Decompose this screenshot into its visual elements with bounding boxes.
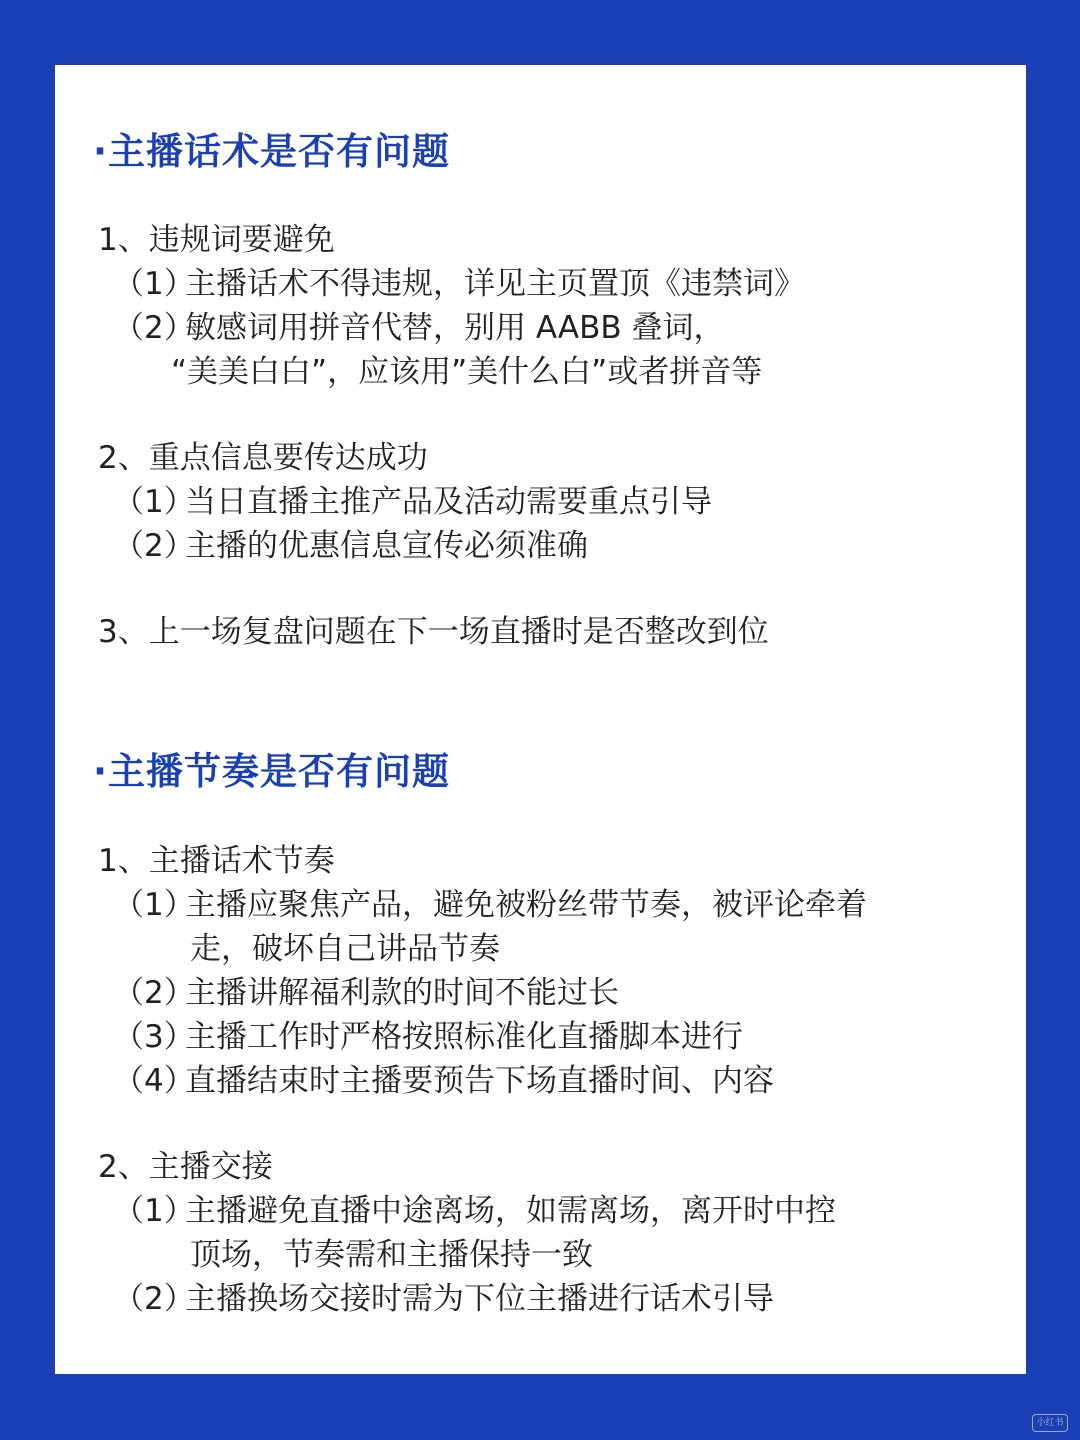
sub-item-continuation: “美美白白”，应该用”美什么白”或者拼音等 [171, 354, 763, 390]
sub-item-text: 主播应聚焦产品，避免被粉丝带节奏，被评论牵着 [185, 887, 867, 923]
sub-item-number: （4） [113, 1063, 195, 1099]
sub-item-number: （1） [113, 887, 195, 923]
item-heading: 2、主播交接 [98, 1149, 273, 1185]
sub-item [113, 266, 805, 302]
content-card [55, 65, 1026, 1374]
sub-item [113, 1193, 836, 1229]
section-title-speech: ·主播话术是否有问题 [93, 130, 451, 173]
sub-item-text: 主播话术不得违规，详见主页置顶《违禁词》 [185, 266, 805, 302]
sub-item [113, 1019, 743, 1055]
sub-item [113, 887, 867, 923]
item-heading: 2、重点信息要传达成功 [98, 440, 428, 476]
sub-item-number: （1） [113, 484, 195, 520]
sub-item [113, 975, 619, 1011]
section-title-rhythm: ·主播节奏是否有问题 [93, 750, 451, 793]
item-heading: 1、违规词要避免 [98, 222, 335, 258]
sub-item-continuation: 走，破坏自己讲品节奏 [190, 931, 500, 967]
sub-item-number: （2） [113, 528, 195, 564]
sub-item-number: （1） [113, 266, 195, 302]
item-heading: 1、主播话术节奏 [98, 843, 335, 879]
watermark-logo: 小红书 [1032, 1414, 1068, 1432]
sub-item-text: 主播讲解福利款的时间不能过长 [185, 975, 619, 1011]
sub-item [113, 310, 725, 346]
sub-item-continuation: 顶场，节奏需和主播保持一致 [190, 1237, 593, 1273]
sub-item [113, 528, 588, 564]
sub-item [113, 1281, 774, 1317]
sub-item-text: 主播换场交接时需为下位主播进行话术引导 [185, 1281, 774, 1317]
sub-item-number: （3） [113, 1019, 195, 1055]
sub-item-number: （2） [113, 310, 195, 346]
sub-item-text: 主播的优惠信息宣传必须准确 [185, 528, 588, 564]
sub-item-number: （2） [113, 1281, 195, 1317]
sub-item-text: 当日直播主推产品及活动需要重点引导 [185, 484, 712, 520]
sub-item-text: 敏感词用拼音代替，别用 AABB 叠词， [185, 310, 725, 346]
item-heading: 3、上一场复盘问题在下一场直播时是否整改到位 [98, 614, 769, 650]
sub-item-number: （2） [113, 975, 195, 1011]
sub-item [113, 484, 712, 520]
sub-item-number: （1） [113, 1193, 195, 1229]
sub-item-text: 主播避免直播中途离场，如需离场，离开时中控 [185, 1193, 836, 1229]
sub-item-text: 直播结束时主播要预告下场直播时间、内容 [185, 1063, 774, 1099]
sub-item-text: 主播工作时严格按照标准化直播脚本进行 [185, 1019, 743, 1055]
sub-item [113, 1063, 774, 1099]
